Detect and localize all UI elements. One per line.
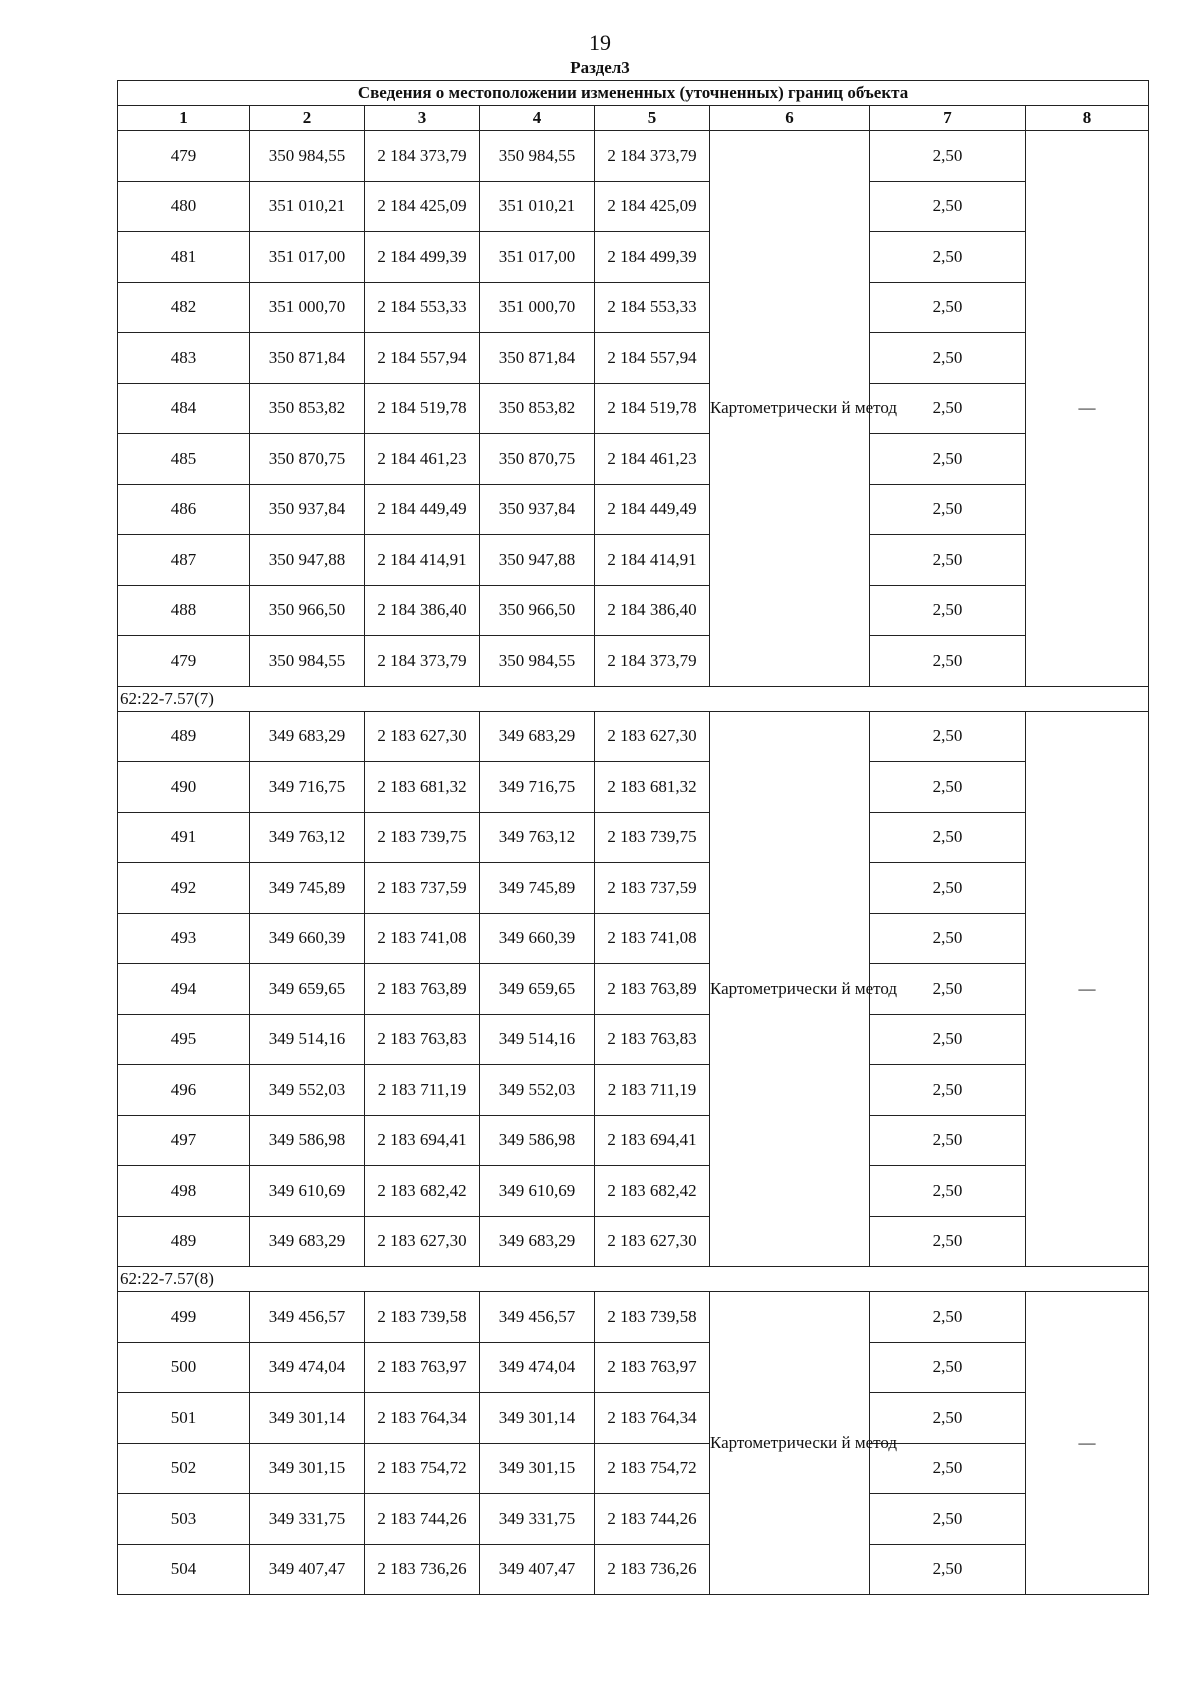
table-caption: Сведения о местоположении измененных (уточненных) границ объекта	[118, 81, 1149, 106]
x-new-cell: 350 937,84	[480, 484, 595, 535]
y-new-cell: 2 184 499,39	[595, 232, 710, 283]
y-old-cell: 2 183 763,83	[365, 1014, 480, 1065]
y-old-cell: 2 184 499,39	[365, 232, 480, 283]
y-new-cell: 2 184 414,91	[595, 535, 710, 586]
table-row	[118, 282, 1149, 333]
y-old-cell: 2 183 711,19	[365, 1065, 480, 1116]
accuracy-cell: 2,50	[870, 1216, 1026, 1267]
x-old-cell: 351 017,00	[250, 232, 365, 283]
accuracy-cell: 2,50	[870, 1292, 1026, 1343]
x-old-cell: 349 301,14	[250, 1393, 365, 1444]
accuracy-cell: 2,50	[870, 585, 1026, 636]
x-new-cell: 349 301,14	[480, 1393, 595, 1444]
x-old-cell: 349 456,57	[250, 1292, 365, 1343]
accuracy-cell: 2,50	[870, 535, 1026, 586]
point-number-cell: 488	[118, 585, 250, 636]
x-old-cell: 349 659,65	[250, 964, 365, 1015]
group-label-row	[118, 1267, 1149, 1292]
table-row	[118, 1544, 1149, 1595]
group-label: 62:22-7.57(7)	[118, 686, 1149, 711]
y-old-cell: 2 183 737,59	[365, 863, 480, 914]
group-label: 62:22-7.57(8)	[118, 1267, 1149, 1292]
y-old-cell: 2 183 627,30	[365, 1216, 480, 1267]
table-row	[118, 812, 1149, 863]
y-new-cell: 2 184 386,40	[595, 585, 710, 636]
table-row	[118, 636, 1149, 687]
x-old-cell: 349 301,15	[250, 1443, 365, 1494]
y-new-cell: 2 184 449,49	[595, 484, 710, 535]
page-number: 19	[589, 30, 611, 55]
x-old-cell: 350 937,84	[250, 484, 365, 535]
y-old-cell: 2 183 763,89	[365, 964, 480, 1015]
accuracy-cell: 2,50	[870, 131, 1026, 182]
x-old-cell: 350 984,55	[250, 636, 365, 687]
x-old-cell: 350 870,75	[250, 434, 365, 485]
point-number-cell: 480	[118, 181, 250, 232]
accuracy-cell: 2,50	[870, 1443, 1026, 1494]
point-number-cell: 479	[118, 131, 250, 182]
table-row	[118, 964, 1149, 1015]
table-row	[118, 1494, 1149, 1545]
x-new-cell: 349 683,29	[480, 1216, 595, 1267]
point-number-cell: 487	[118, 535, 250, 586]
note-cell: —	[1026, 131, 1149, 687]
accuracy-cell: 2,50	[870, 812, 1026, 863]
accuracy-cell: 2,50	[870, 484, 1026, 535]
x-new-cell: 349 301,15	[480, 1443, 595, 1494]
x-new-cell: 349 610,69	[480, 1166, 595, 1217]
y-new-cell: 2 184 557,94	[595, 333, 710, 384]
x-new-cell: 349 683,29	[480, 711, 595, 762]
y-new-cell: 2 183 711,19	[595, 1065, 710, 1116]
x-new-cell: 350 870,75	[480, 434, 595, 485]
y-new-cell: 2 183 694,41	[595, 1115, 710, 1166]
accuracy-cell: 2,50	[870, 1494, 1026, 1545]
y-old-cell: 2 183 764,34	[365, 1393, 480, 1444]
y-old-cell: 2 183 627,30	[365, 711, 480, 762]
note-cell: —	[1026, 1292, 1149, 1595]
point-number-cell: 501	[118, 1393, 250, 1444]
x-old-cell: 349 683,29	[250, 711, 365, 762]
accuracy-cell: 2,50	[870, 1115, 1026, 1166]
x-new-cell: 349 716,75	[480, 762, 595, 813]
y-new-cell: 2 183 627,30	[595, 711, 710, 762]
y-old-cell: 2 183 763,97	[365, 1342, 480, 1393]
method-cell: Картометрически й метод	[710, 711, 870, 1267]
x-old-cell: 349 610,69	[250, 1166, 365, 1217]
accuracy-cell: 2,50	[870, 964, 1026, 1015]
point-number-cell: 502	[118, 1443, 250, 1494]
x-new-cell: 351 010,21	[480, 181, 595, 232]
y-new-cell: 2 184 373,79	[595, 636, 710, 687]
x-new-cell: 349 659,65	[480, 964, 595, 1015]
point-number-cell: 491	[118, 812, 250, 863]
column-number-header: 1	[118, 106, 250, 131]
y-new-cell: 2 183 682,42	[595, 1166, 710, 1217]
table-row	[118, 1292, 1149, 1343]
x-new-cell: 350 871,84	[480, 333, 595, 384]
x-new-cell: 351 000,70	[480, 282, 595, 333]
y-old-cell: 2 184 557,94	[365, 333, 480, 384]
table-row	[118, 131, 1149, 182]
x-new-cell: 349 331,75	[480, 1494, 595, 1545]
y-new-cell: 2 184 373,79	[595, 131, 710, 182]
y-new-cell: 2 183 741,08	[595, 913, 710, 964]
accuracy-cell: 2,50	[870, 762, 1026, 813]
y-new-cell: 2 183 627,30	[595, 1216, 710, 1267]
table-row	[118, 383, 1149, 434]
point-number-cell: 490	[118, 762, 250, 813]
note-cell: —	[1026, 711, 1149, 1267]
table-row	[118, 232, 1149, 283]
accuracy-cell: 2,50	[870, 1166, 1026, 1217]
group-label-row	[118, 686, 1149, 711]
accuracy-cell: 2,50	[870, 913, 1026, 964]
y-old-cell: 2 183 736,26	[365, 1544, 480, 1595]
y-old-cell: 2 183 754,72	[365, 1443, 480, 1494]
y-old-cell: 2 184 386,40	[365, 585, 480, 636]
table-row	[118, 1216, 1149, 1267]
x-new-cell: 349 474,04	[480, 1342, 595, 1393]
x-new-cell: 349 745,89	[480, 863, 595, 914]
x-old-cell: 350 947,88	[250, 535, 365, 586]
point-number-cell: 485	[118, 434, 250, 485]
table-row	[118, 585, 1149, 636]
x-old-cell: 350 966,50	[250, 585, 365, 636]
point-number-cell: 497	[118, 1115, 250, 1166]
column-number-header: 3	[365, 106, 480, 131]
point-number-cell: 479	[118, 636, 250, 687]
x-old-cell: 350 871,84	[250, 333, 365, 384]
accuracy-cell: 2,50	[870, 1065, 1026, 1116]
x-new-cell: 349 552,03	[480, 1065, 595, 1116]
x-old-cell: 351 000,70	[250, 282, 365, 333]
accuracy-cell: 2,50	[870, 636, 1026, 687]
y-new-cell: 2 183 754,72	[595, 1443, 710, 1494]
x-new-cell: 350 853,82	[480, 383, 595, 434]
table-row	[118, 333, 1149, 384]
point-number-cell: 494	[118, 964, 250, 1015]
point-number-cell: 482	[118, 282, 250, 333]
x-old-cell: 350 984,55	[250, 131, 365, 182]
y-old-cell: 2 184 425,09	[365, 181, 480, 232]
y-old-cell: 2 184 553,33	[365, 282, 480, 333]
point-number-cell: 500	[118, 1342, 250, 1393]
y-old-cell: 2 183 741,08	[365, 913, 480, 964]
x-new-cell: 349 514,16	[480, 1014, 595, 1065]
x-new-cell: 350 966,50	[480, 585, 595, 636]
accuracy-cell: 2,50	[870, 1544, 1026, 1595]
point-number-cell: 492	[118, 863, 250, 914]
point-number-cell: 484	[118, 383, 250, 434]
method-cell: Картометрически й метод	[710, 1292, 870, 1595]
column-number-row	[118, 106, 1149, 131]
y-old-cell: 2 183 739,75	[365, 812, 480, 863]
y-new-cell: 2 184 553,33	[595, 282, 710, 333]
x-new-cell: 349 407,47	[480, 1544, 595, 1595]
x-old-cell: 349 474,04	[250, 1342, 365, 1393]
table-row	[118, 1342, 1149, 1393]
x-new-cell: 349 456,57	[480, 1292, 595, 1343]
point-number-cell: 496	[118, 1065, 250, 1116]
y-new-cell: 2 184 461,23	[595, 434, 710, 485]
section-title: Раздел3	[570, 58, 630, 77]
accuracy-cell: 2,50	[870, 434, 1026, 485]
y-old-cell: 2 184 373,79	[365, 131, 480, 182]
point-number-cell: 489	[118, 1216, 250, 1267]
y-old-cell: 2 184 461,23	[365, 434, 480, 485]
table-body	[118, 131, 1149, 1595]
y-new-cell: 2 183 764,34	[595, 1393, 710, 1444]
x-old-cell: 351 010,21	[250, 181, 365, 232]
table-row	[118, 1014, 1149, 1065]
accuracy-cell: 2,50	[870, 383, 1026, 434]
y-new-cell: 2 183 739,75	[595, 812, 710, 863]
point-number-cell: 504	[118, 1544, 250, 1595]
column-number-header: 7	[870, 106, 1026, 131]
point-number-cell: 483	[118, 333, 250, 384]
point-number-cell: 489	[118, 711, 250, 762]
accuracy-cell: 2,50	[870, 333, 1026, 384]
x-old-cell: 349 716,75	[250, 762, 365, 813]
point-number-cell: 493	[118, 913, 250, 964]
x-old-cell: 350 853,82	[250, 383, 365, 434]
x-new-cell: 349 763,12	[480, 812, 595, 863]
column-number-header: 8	[1026, 106, 1149, 131]
x-old-cell: 349 745,89	[250, 863, 365, 914]
x-new-cell: 349 586,98	[480, 1115, 595, 1166]
table-row	[118, 762, 1149, 813]
accuracy-cell: 2,50	[870, 1393, 1026, 1444]
point-number-cell: 503	[118, 1494, 250, 1545]
table-row	[118, 535, 1149, 586]
table-row	[118, 484, 1149, 535]
table-row	[118, 1393, 1149, 1444]
table-row	[118, 913, 1149, 964]
accuracy-cell: 2,50	[870, 863, 1026, 914]
accuracy-cell: 2,50	[870, 711, 1026, 762]
table-row	[118, 1443, 1149, 1494]
x-old-cell: 349 660,39	[250, 913, 365, 964]
y-new-cell: 2 183 763,89	[595, 964, 710, 1015]
y-old-cell: 2 184 414,91	[365, 535, 480, 586]
x-new-cell: 350 947,88	[480, 535, 595, 586]
y-new-cell: 2 183 681,32	[595, 762, 710, 813]
table-row	[118, 434, 1149, 485]
y-old-cell: 2 183 744,26	[365, 1494, 480, 1545]
y-old-cell: 2 183 739,58	[365, 1292, 480, 1343]
accuracy-cell: 2,50	[870, 181, 1026, 232]
y-old-cell: 2 183 682,42	[365, 1166, 480, 1217]
y-new-cell: 2 183 739,58	[595, 1292, 710, 1343]
method-cell: Картометрически й метод	[710, 131, 870, 687]
accuracy-cell: 2,50	[870, 232, 1026, 283]
table-row	[118, 863, 1149, 914]
accuracy-cell: 2,50	[870, 1342, 1026, 1393]
point-number-cell: 495	[118, 1014, 250, 1065]
table-row	[118, 1065, 1149, 1116]
y-old-cell: 2 183 694,41	[365, 1115, 480, 1166]
y-old-cell: 2 183 681,32	[365, 762, 480, 813]
y-new-cell: 2 183 763,83	[595, 1014, 710, 1065]
point-number-cell: 481	[118, 232, 250, 283]
point-number-cell: 498	[118, 1166, 250, 1217]
x-old-cell: 349 331,75	[250, 1494, 365, 1545]
x-new-cell: 350 984,55	[480, 636, 595, 687]
column-number-header: 2	[250, 106, 365, 131]
y-new-cell: 2 183 737,59	[595, 863, 710, 914]
y-old-cell: 2 184 449,49	[365, 484, 480, 535]
y-new-cell: 2 184 519,78	[595, 383, 710, 434]
x-old-cell: 349 552,03	[250, 1065, 365, 1116]
x-new-cell: 351 017,00	[480, 232, 595, 283]
x-new-cell: 350 984,55	[480, 131, 595, 182]
column-number-header: 5	[595, 106, 710, 131]
column-number-header: 4	[480, 106, 595, 131]
point-number-cell: 499	[118, 1292, 250, 1343]
point-number-cell: 486	[118, 484, 250, 535]
x-old-cell: 349 514,16	[250, 1014, 365, 1065]
y-new-cell: 2 183 763,97	[595, 1342, 710, 1393]
x-old-cell: 349 586,98	[250, 1115, 365, 1166]
table-row	[118, 1115, 1149, 1166]
accuracy-cell: 2,50	[870, 1014, 1026, 1065]
column-number-header: 6	[710, 106, 870, 131]
x-old-cell: 349 683,29	[250, 1216, 365, 1267]
y-old-cell: 2 184 373,79	[365, 636, 480, 687]
table-row	[118, 711, 1149, 762]
table-row	[118, 1166, 1149, 1217]
y-new-cell: 2 183 736,26	[595, 1544, 710, 1595]
accuracy-cell: 2,50	[870, 282, 1026, 333]
y-new-cell: 2 183 744,26	[595, 1494, 710, 1545]
boundary-coordinates-table	[117, 80, 1149, 1595]
y-old-cell: 2 184 519,78	[365, 383, 480, 434]
y-new-cell: 2 184 425,09	[595, 181, 710, 232]
x-old-cell: 349 763,12	[250, 812, 365, 863]
table-row	[118, 181, 1149, 232]
x-new-cell: 349 660,39	[480, 913, 595, 964]
x-old-cell: 349 407,47	[250, 1544, 365, 1595]
